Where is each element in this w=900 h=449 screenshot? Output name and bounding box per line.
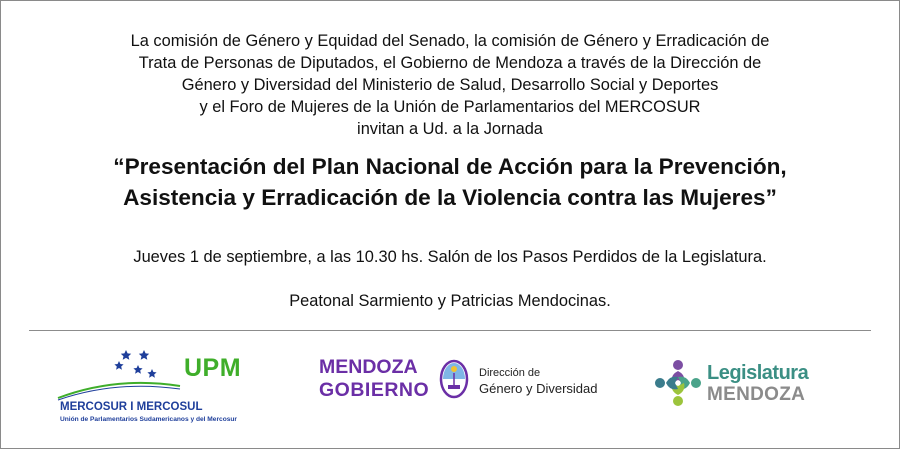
mendoza-gobierno-logo (319, 356, 619, 416)
upm-acronym: UPM (184, 354, 242, 382)
intro-paragraph (1, 30, 899, 140)
divider (29, 330, 871, 331)
event-title-line: Asistencia y Erradicación de la Violencia contra las Mujeres” (123, 185, 777, 210)
stars-arc-icon (56, 346, 184, 404)
event-title-line: “Presentación del Plan Nacional de Acción para la Prevención, (113, 154, 787, 179)
intro-line: La comisión de Género y Equidad del Senado, la comisión de Género y Erradicación de (130, 32, 770, 50)
people-circle-icon (651, 356, 705, 410)
intro-line: invitan a Ud. a la Jornada (357, 120, 543, 138)
event-date-venue: Jueves 1 de septiembre, a las 10.30 hs. Salón de los Pasos Perdidos de la Legislatura. (133, 248, 767, 266)
intro-line: y el Foro de Mujeres de la Unión de Parlamentarios del MERCOSUR (199, 98, 701, 116)
gobierno-wordmark: GOBIERNO (319, 379, 430, 401)
upm-name: MERCOSUR I MERCOSUL (60, 401, 203, 413)
shield-emblem-icon (439, 359, 469, 399)
event-address: Peatonal Sarmiento y Patricias Mendocinas. (289, 292, 611, 310)
legislatura-logo (651, 356, 841, 416)
direction-label: Dirección de (479, 367, 541, 379)
intro-line: Trata de Personas de Diputados, el Gobierno de Mendoza a través de la Dirección de (138, 54, 762, 72)
event-title (1, 151, 899, 213)
direction-name: Género y Diversidad (479, 381, 598, 396)
intro-line: Género y Diversidad del Ministerio de Salud, Desarrollo Social y Deportes (181, 76, 719, 94)
legislatura-wordmark: Legislatura (707, 362, 809, 384)
mendoza-sub-wordmark: MENDOZA (707, 384, 806, 405)
upm-subtitle: Unión de Parlamentarios Sudamericanos y del Mercosur (60, 416, 237, 423)
mendoza-wordmark: MENDOZA (319, 356, 418, 378)
upm-logo (56, 346, 296, 431)
